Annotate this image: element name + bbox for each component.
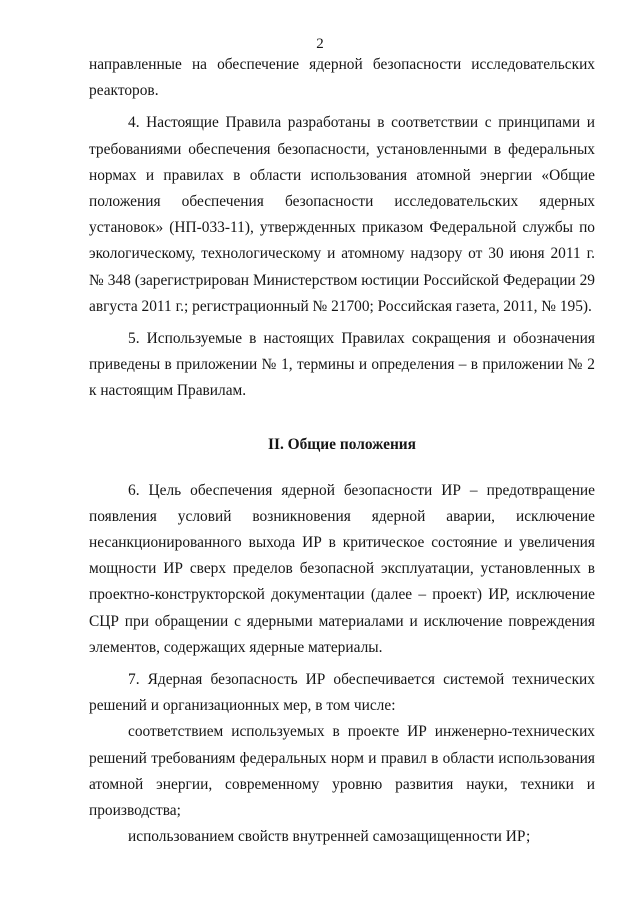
paragraph-7-item-1: соответствием используемых в проекте ИР инженерно-технических решений требованиям федеральных норм и правил в области использования атомной энергии, современному уровню развития науки, техники и производства; bbox=[89, 723, 595, 820]
paragraph-7-item-2: использованием свойств внутренней самозащищенности ИР; bbox=[128, 828, 531, 846]
paragraph-4: 4. Настоящие Правила разработаны в соответствии с принципами и требованиями обеспечения безопасности, установленными в федеральных нормах и правилах в области использования атомной энергии «Общие положения обеспечения безопасности исследовательских ядерных установок» (НП-033-11), утвержденных приказом Федеральной службы по экологическому, технологическому и атомному надзору от 30 июня 2011 г. № 348 (зарегистрирован Министерством юстиции Российской Федерации 29 августа 2011 г.; регистрационный № 21700; Российская газета, 2011, № 195). bbox=[89, 114, 595, 315]
paragraph-5: 5. Используемые в настоящих Правилах сокращения и обозначения приведены в приложении № 1, термины и определения – в приложении № 2 к настоящим Правилам. bbox=[89, 330, 595, 400]
paragraph-intro-continuation: направленные на обеспечение ядерной безопасности исследовательских реакторов. bbox=[89, 56, 595, 100]
section-heading: II. Общие положения bbox=[267, 435, 417, 453]
paragraph-7: 7. Ядерная безопасность ИР обеспечивается системой технических решений и организационных мер, в том числе: bbox=[89, 671, 595, 715]
document-body bbox=[89, 52, 595, 850]
page-number: 2 bbox=[316, 36, 324, 52]
paragraph-6: 6. Цель обеспечения ядерной безопасности ИР – предотвращение появления условий возникновения ядерной аварии, исключение несанкционированного выхода ИР в критическое состояние и увеличения мощности ИР сверх пределов безопасной эксплуатации, установленных в проектно-конструкторской документации (далее – проект) ИР, исключение СЦР при обращении с ядерными материалами и исключение повреждения элементов, содержащих ядерные материалы. bbox=[89, 481, 595, 656]
